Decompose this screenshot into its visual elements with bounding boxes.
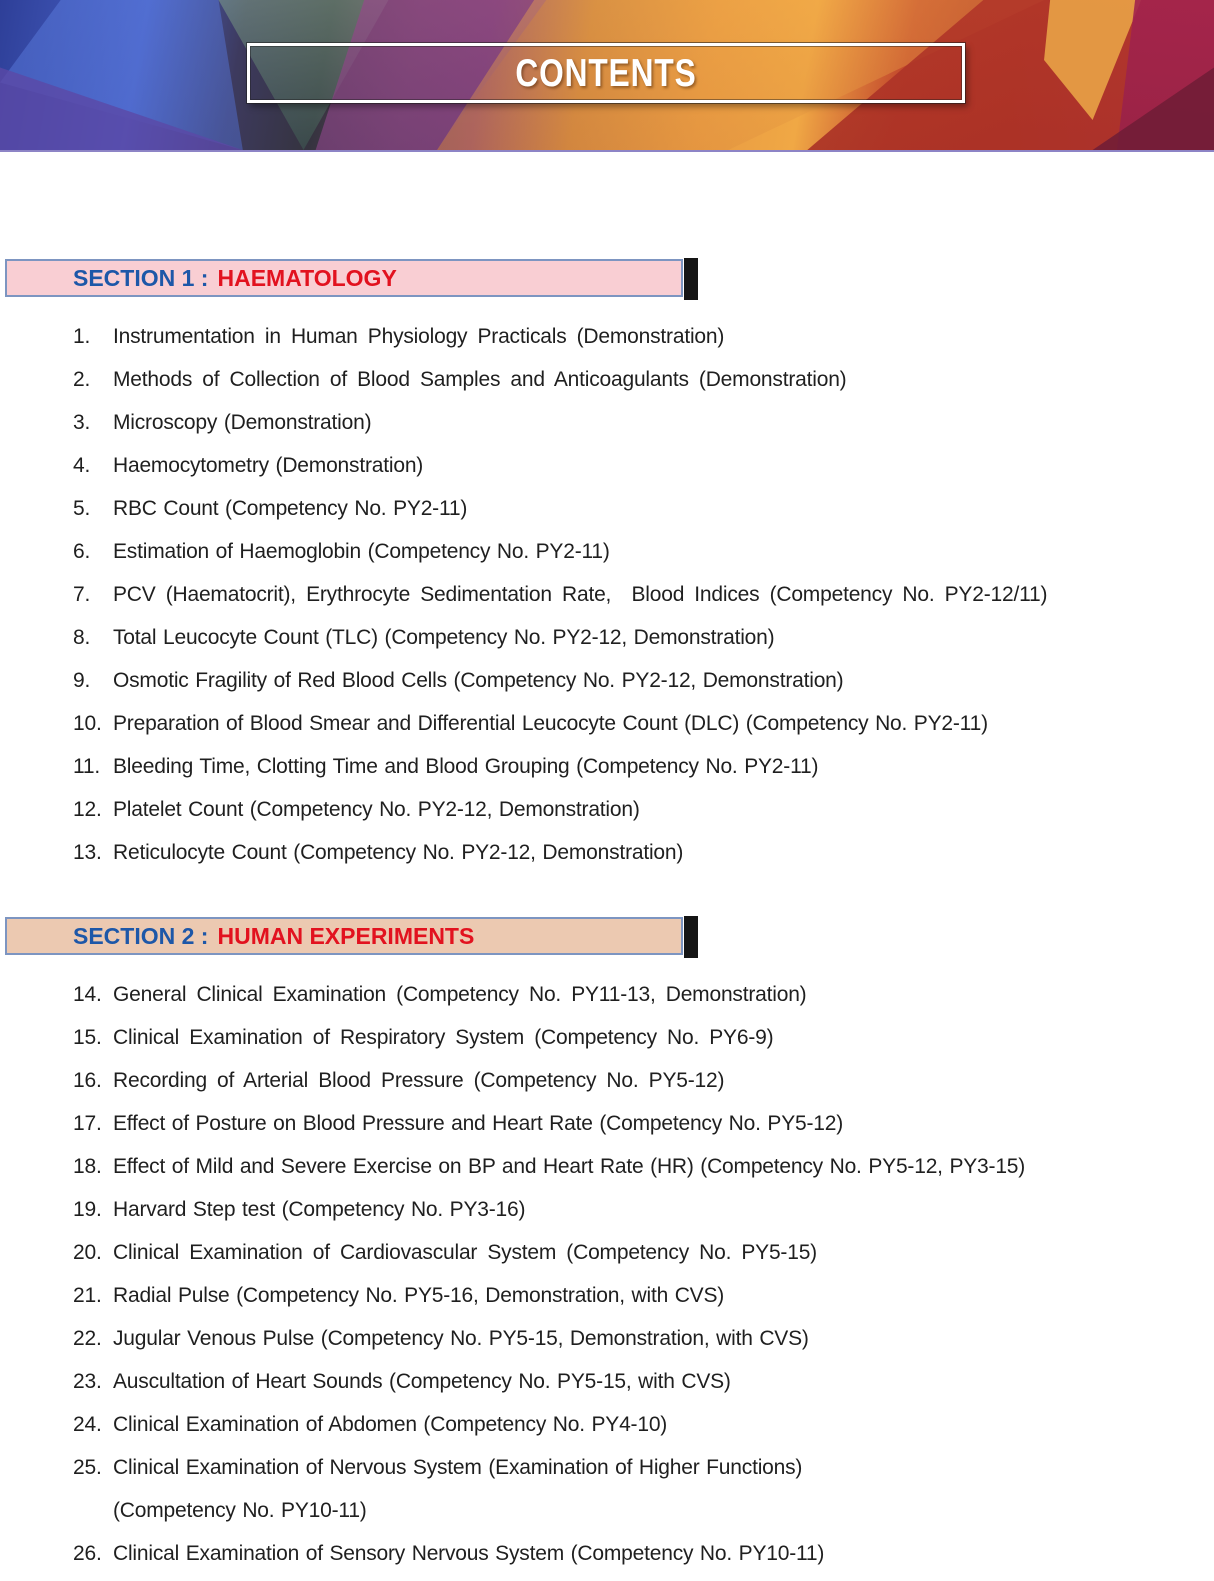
toc-item xyxy=(0,1360,1214,1403)
item-number: 12. xyxy=(73,798,102,821)
item-text: Clinical Examination of Sensory Nervous System (Competency No. PY10-11) xyxy=(113,1542,825,1565)
toc-item xyxy=(0,1489,1214,1532)
page-title: CONTENTS xyxy=(515,50,697,95)
item-text: Methods of Collection of Blood Samples and Anticoagulants (Demonstration) xyxy=(113,368,847,391)
item-number: 13. xyxy=(73,841,102,864)
toc-item xyxy=(0,616,1214,659)
item-number: 14. xyxy=(73,983,102,1006)
item-text: Jugular Venous Pulse (Competency No. PY5-15, Demonstration, with CVS) xyxy=(113,1327,809,1350)
item-text: Haemocytometry (Demonstration) xyxy=(113,454,424,477)
toc-item xyxy=(0,487,1214,530)
item-number: 3. xyxy=(73,411,91,434)
section-label-name: HUMAN EXPERIMENTS xyxy=(217,922,475,949)
toc-item xyxy=(0,1446,1214,1489)
item-text: (Competency No. PY10-11) xyxy=(113,1499,367,1522)
contents-title-box xyxy=(247,43,965,103)
item-number: 22. xyxy=(73,1327,102,1350)
toc-item xyxy=(0,401,1214,444)
item-number: 7. xyxy=(73,583,91,606)
toc-item xyxy=(0,444,1214,487)
toc-item xyxy=(0,702,1214,745)
item-number: 25. xyxy=(73,1456,102,1479)
item-text: Radial Pulse (Competency No. PY5-16, Demonstration, with CVS) xyxy=(113,1284,725,1307)
section-header-tab xyxy=(684,258,698,300)
toc-item xyxy=(0,530,1214,573)
toc-item xyxy=(0,973,1214,1016)
item-number: 16. xyxy=(73,1069,102,1092)
toc-item xyxy=(0,573,1214,616)
item-number: 21. xyxy=(73,1284,102,1307)
toc-item xyxy=(0,745,1214,788)
item-text: Bleeding Time, Clotting Time and Blood Grouping (Competency No. PY2-11) xyxy=(113,755,819,778)
toc-item xyxy=(0,1231,1214,1274)
toc xyxy=(0,259,1214,1575)
section-list xyxy=(0,315,1214,874)
item-text: Reticulocyte Count (Competency No. PY2-12, Demonstration) xyxy=(113,841,684,864)
section-header xyxy=(5,259,683,297)
item-text: Harvard Step test (Competency No. PY3-16) xyxy=(113,1198,526,1221)
item-number: 5. xyxy=(73,497,91,520)
section-label-prefix: SECTION 1 : xyxy=(73,264,209,291)
item-text: PCV (Haematocrit), Erythrocyte Sedimentation Rate, Blood Indices (Competency No. PY2-12/11) xyxy=(113,583,1048,606)
section-header xyxy=(5,917,683,955)
item-number: 15. xyxy=(73,1026,102,1049)
item-text: Platelet Count (Competency No. PY2-12, Demonstration) xyxy=(113,798,640,821)
item-number: 26. xyxy=(73,1542,102,1565)
item-text: Recording of Arterial Blood Pressure (Competency No. PY5-12) xyxy=(113,1069,725,1092)
item-text: Clinical Examination of Respiratory System (Competency No. PY6-9) xyxy=(113,1026,774,1049)
toc-item xyxy=(0,1274,1214,1317)
toc-section xyxy=(0,259,1214,874)
section-label-prefix: SECTION 2 : xyxy=(73,922,209,949)
toc-item xyxy=(0,1145,1214,1188)
item-number: 9. xyxy=(73,669,91,692)
toc-item xyxy=(0,1188,1214,1231)
item-number: 23. xyxy=(73,1370,102,1393)
toc-item xyxy=(0,315,1214,358)
item-number: 18. xyxy=(73,1155,102,1178)
item-number: 1. xyxy=(73,325,91,348)
item-number: 2. xyxy=(73,368,91,391)
item-number: 4. xyxy=(73,454,91,477)
item-number: 6. xyxy=(73,540,91,563)
item-number: 20. xyxy=(73,1241,102,1264)
item-number: 10. xyxy=(73,712,102,735)
item-text: General Clinical Examination (Competency No. PY11-13, Demonstration) xyxy=(113,983,807,1006)
item-text: Total Leucocyte Count (TLC) (Competency No. PY2-12, Demonstration) xyxy=(113,626,775,649)
item-number: 24. xyxy=(73,1413,102,1436)
toc-item xyxy=(0,831,1214,874)
toc-item xyxy=(0,358,1214,401)
toc-item xyxy=(0,1317,1214,1360)
section-label-name: HAEMATOLOGY xyxy=(217,264,397,291)
item-text: Effect of Mild and Severe Exercise on BP and Heart Rate (HR) (Competency No. PY5-12, PY3-15) xyxy=(113,1155,1026,1178)
item-number: 8. xyxy=(73,626,91,649)
item-text: Estimation of Haemoglobin (Competency No. PY2-11) xyxy=(113,540,610,563)
toc-item xyxy=(0,659,1214,702)
item-text: Auscultation of Heart Sounds (Competency No. PY5-15, with CVS) xyxy=(113,1370,731,1393)
item-text: Preparation of Blood Smear and Differential Leucocyte Count (DLC) (Competency No. PY2-11) xyxy=(113,712,988,735)
item-text: Effect of Posture on Blood Pressure and Heart Rate (Competency No. PY5-12) xyxy=(113,1112,844,1135)
toc-section xyxy=(0,917,1214,1575)
toc-item xyxy=(0,1102,1214,1145)
item-number: 17. xyxy=(73,1112,102,1135)
item-text: Instrumentation in Human Physiology Practicals (Demonstration) xyxy=(113,325,725,348)
toc-item xyxy=(0,1016,1214,1059)
item-text: Osmotic Fragility of Red Blood Cells (Competency No. PY2-12, Demonstration) xyxy=(113,669,844,692)
toc-item xyxy=(0,1532,1214,1575)
section-list xyxy=(0,973,1214,1575)
item-text: Clinical Examination of Cardiovascular System (Competency No. PY5-15) xyxy=(113,1241,817,1264)
toc-item xyxy=(0,1059,1214,1102)
item-text: Clinical Examination of Nervous System (Examination of Higher Functions) xyxy=(113,1456,803,1479)
banner xyxy=(0,0,1214,152)
item-text: RBC Count (Competency No. PY2-11) xyxy=(113,497,468,520)
item-number: 19. xyxy=(73,1198,102,1221)
toc-item xyxy=(0,1403,1214,1446)
item-text: Clinical Examination of Abdomen (Competency No. PY4-10) xyxy=(113,1413,668,1436)
section-header-tab xyxy=(684,916,698,958)
item-text: Microscopy (Demonstration) xyxy=(113,411,372,434)
toc-item xyxy=(0,788,1214,831)
item-number: 11. xyxy=(73,755,101,778)
